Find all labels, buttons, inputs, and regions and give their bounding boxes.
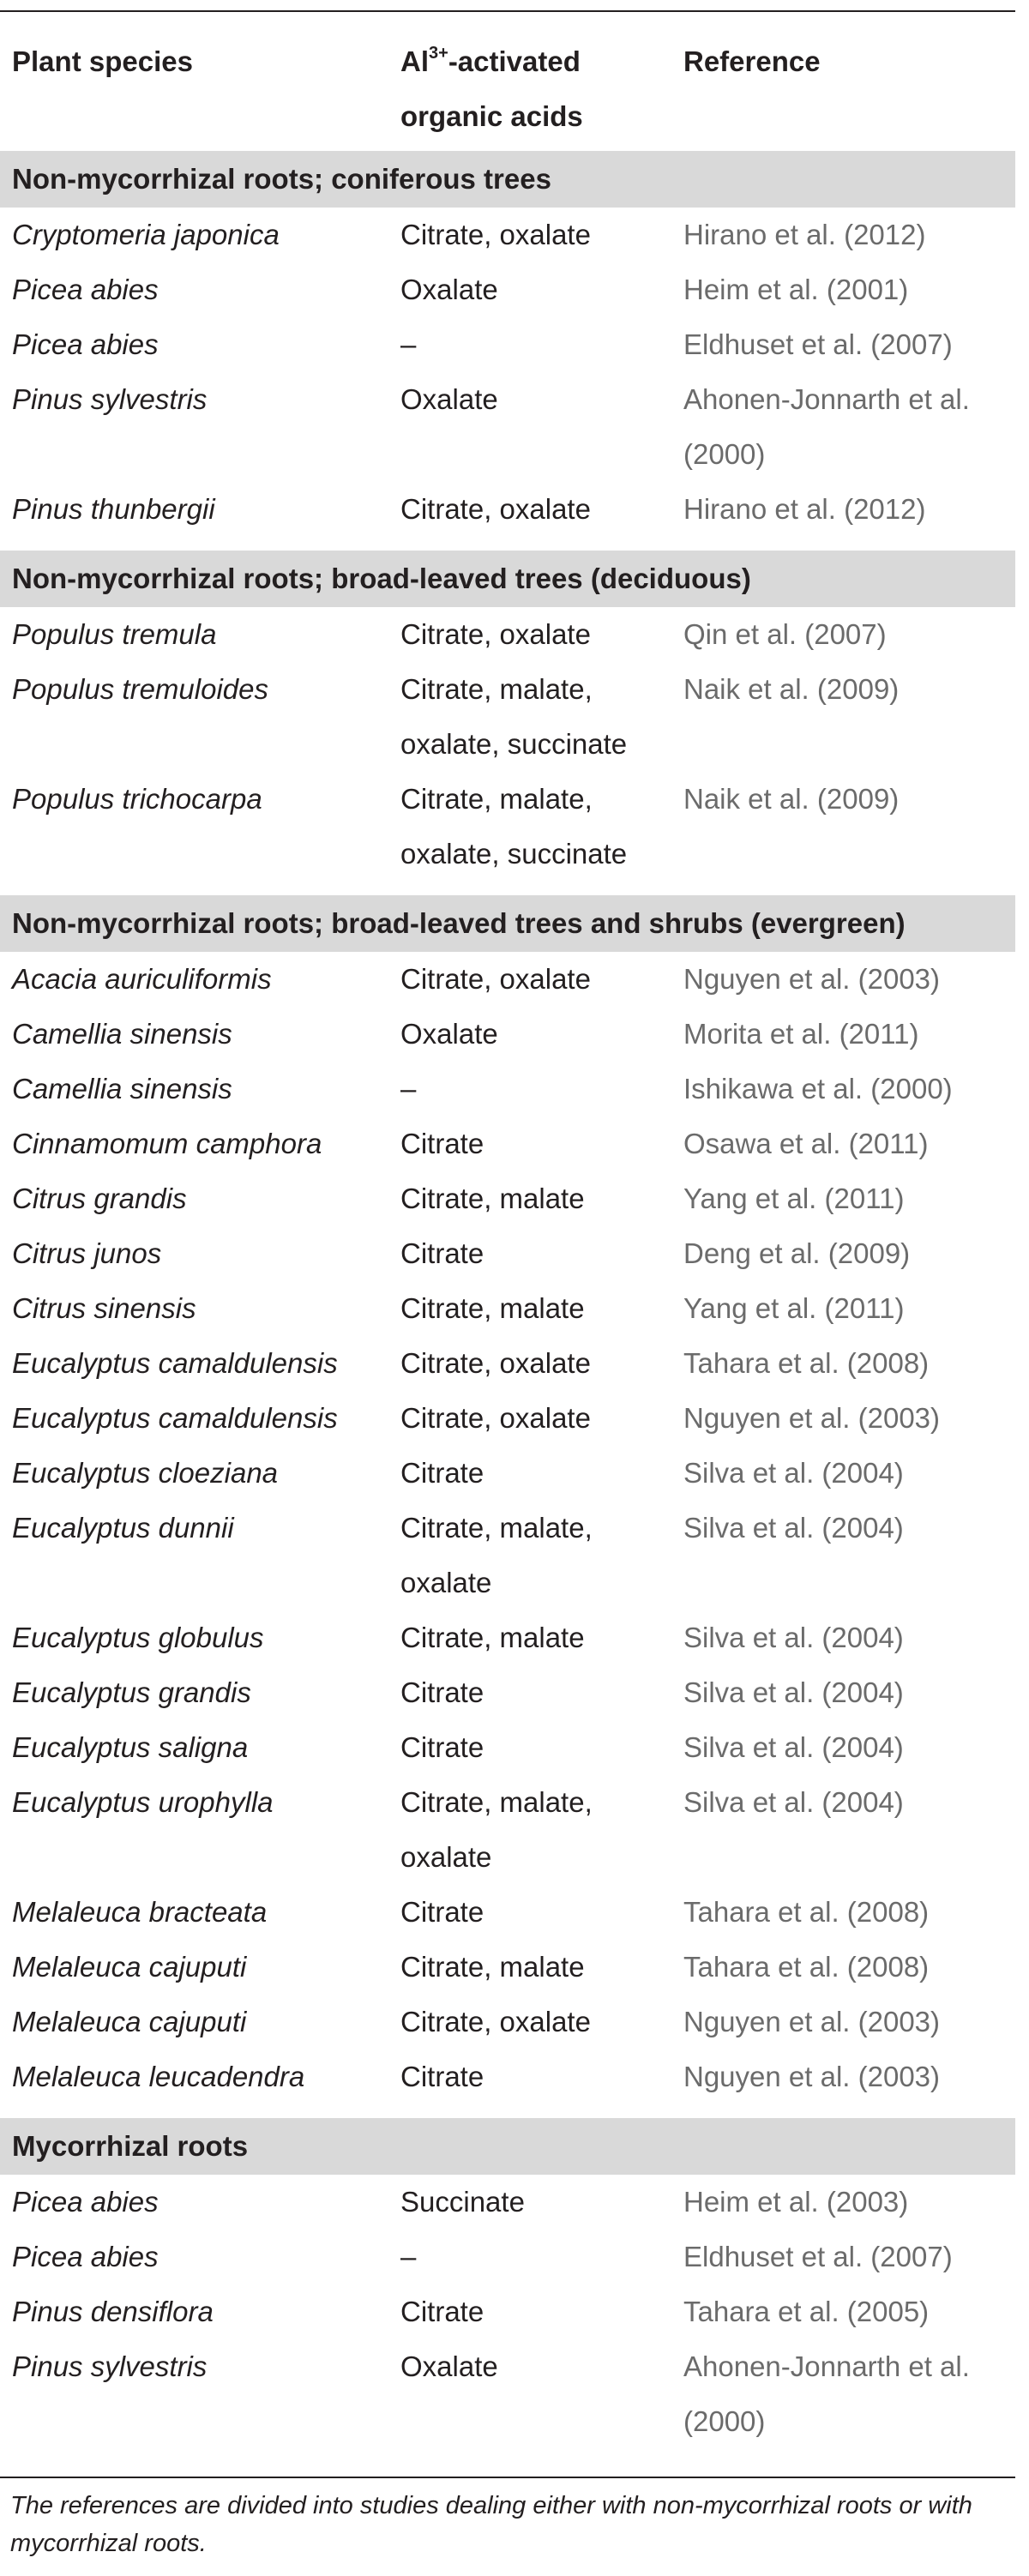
species-cell: Pinus thunbergii [12, 493, 215, 525]
reference-cell: Tahara et al. (2005) [683, 2296, 930, 2327]
reference-cell: Silva et al. (2004) [683, 1731, 904, 1763]
acids-cell: Citrate, oxalate [400, 1402, 591, 1434]
acids-cell: Citrate [400, 2296, 484, 2327]
reference-cell: Deng et al. (2009) [683, 1237, 911, 1269]
table-row [0, 317, 1015, 372]
reference-cell: Ahonen-Jonnarth et al. (2000) [683, 383, 970, 470]
bottom-rule [0, 2477, 1015, 2478]
reference-cell: Naik et al. (2009) [683, 673, 900, 705]
reference-cell: Yang et al. (2011) [683, 1183, 905, 1214]
species-cell: Eucalyptus camaldulensis [12, 1402, 338, 1434]
header-acids-prefix: Al [400, 45, 429, 77]
species-cell: Melaleuca bracteata [12, 1896, 268, 1928]
acids-cell: Citrate [400, 1237, 484, 1269]
species-cell: Eucalyptus globulus [12, 1622, 264, 1653]
acids-cell: Citrate [400, 1731, 484, 1763]
reference-cell: Tahara et al. (2008) [683, 1951, 930, 1983]
table-row [0, 1171, 1015, 1226]
acids-cell: Oxalate [400, 1018, 498, 1050]
species-cell: Populus trichocarpa [12, 783, 262, 815]
species-cell: Populus tremuloides [12, 673, 268, 705]
species-cell: Citrus sinensis [12, 1292, 196, 1324]
table-row [0, 1281, 1015, 1336]
table-row [0, 1391, 1015, 1446]
species-cell: Melaleuca cajuputi [12, 1951, 247, 1983]
table-row [0, 1336, 1015, 1391]
species-cell: Eucalyptus camaldulensis [12, 1347, 338, 1379]
acids-cell: Oxalate [400, 383, 498, 415]
header-acids-superscript: 3+ [429, 44, 448, 63]
species-cell: Pinus sylvestris [12, 383, 208, 415]
header-acids-line1: -activated [448, 45, 581, 77]
table-body [0, 151, 1015, 2449]
acids-cell: – [400, 1073, 417, 1104]
reference-cell: Nguyen et al. (2003) [683, 963, 941, 995]
section-header: Mycorrhizal roots [0, 2118, 1015, 2175]
table-row [0, 208, 1015, 262]
table-row [0, 662, 1015, 772]
acids-cell: Citrate, oxalate [400, 2006, 591, 2037]
species-cell: Camellia sinensis [12, 1073, 232, 1104]
acids-cell: Citrate, malate [400, 1183, 585, 1214]
table-row [0, 1446, 1015, 1501]
reference-cell: Tahara et al. (2008) [683, 1347, 930, 1379]
reference-cell: Hirano et al. (2012) [683, 493, 926, 525]
table-row [0, 1775, 1015, 1885]
species-cell: Cryptomeria japonica [12, 219, 280, 250]
species-cell: Picea abies [12, 274, 159, 305]
acids-cell: Citrate, malate, oxalate, succinate [400, 783, 628, 870]
table-row [0, 482, 1015, 537]
header-plant-species: Plant species [12, 45, 193, 77]
species-cell: Cinnamomum camphora [12, 1128, 322, 1159]
acids-cell: Succinate [400, 2186, 525, 2218]
reference-cell: Yang et al. (2011) [683, 1292, 905, 1324]
table-row [0, 1610, 1015, 1665]
table-row [0, 262, 1015, 317]
header-organic-acids [400, 34, 675, 144]
species-cell: Eucalyptus grandis [12, 1676, 251, 1708]
acids-cell: Citrate, malate, oxalate, succinate [400, 673, 628, 760]
table-row [0, 1995, 1015, 2049]
table-row [0, 1062, 1015, 1116]
species-cell: Eucalyptus saligna [12, 1731, 249, 1763]
section-header: Non-mycorrhizal roots; coniferous trees [0, 151, 1015, 208]
acids-cell: Citrate [400, 1676, 484, 1708]
table-row [0, 772, 1015, 882]
reference-cell: Silva et al. (2004) [683, 1622, 904, 1653]
reference-cell: Nguyen et al. (2003) [683, 1402, 941, 1434]
acids-cell: Oxalate [400, 274, 498, 305]
acids-cell: Oxalate [400, 2350, 498, 2382]
acids-cell: Citrate, oxalate [400, 1347, 591, 1379]
acids-cell: Citrate [400, 1896, 484, 1928]
reference-cell: Silva et al. (2004) [683, 1457, 904, 1489]
reference-cell: Eldhuset et al. (2007) [683, 2241, 953, 2272]
reference-cell: Naik et al. (2009) [683, 783, 900, 815]
species-cell: Pinus densiflora [12, 2296, 214, 2327]
species-cell: Eucalyptus urophylla [12, 1786, 274, 1818]
table-row [0, 952, 1015, 1007]
reference-cell: Heim et al. (2003) [683, 2186, 909, 2218]
reference-cell: Qin et al. (2007) [683, 618, 887, 650]
acids-cell: Citrate [400, 1457, 484, 1489]
acids-cell: Citrate, oxalate [400, 493, 591, 525]
acids-cell: Citrate, malate [400, 1292, 585, 1324]
table-row [0, 2339, 1015, 2449]
acids-cell: – [400, 328, 417, 360]
reference-cell: Hirano et al. (2012) [683, 219, 926, 250]
reference-cell: Osawa et al. (2011) [683, 1128, 929, 1159]
acids-cell: Citrate, oxalate [400, 219, 591, 250]
table-row [0, 2230, 1015, 2284]
acids-cell: Citrate, oxalate [400, 963, 591, 995]
table-row [0, 1007, 1015, 1062]
section-header: Non-mycorrhizal roots; broad-leaved trees (deciduous) [0, 551, 1015, 607]
acids-cell: Citrate, oxalate [400, 618, 591, 650]
table-row [0, 1665, 1015, 1720]
table-row [0, 2284, 1015, 2339]
species-cell: Citrus grandis [12, 1183, 187, 1214]
acids-cell: Citrate [400, 2061, 484, 2092]
species-cell: Picea abies [12, 328, 159, 360]
table-row [0, 1226, 1015, 1281]
species-cell: Eucalyptus dunnii [12, 1512, 234, 1544]
table-row [0, 607, 1015, 662]
table-row [0, 1720, 1015, 1775]
species-cell: Picea abies [12, 2241, 159, 2272]
species-cell: Acacia auriculiformis [12, 963, 272, 995]
reference-cell: Ishikawa et al. (2000) [683, 1073, 953, 1104]
reference-cell: Nguyen et al. (2003) [683, 2006, 941, 2037]
reference-cell: Tahara et al. (2008) [683, 1896, 930, 1928]
reference-cell: Nguyen et al. (2003) [683, 2061, 941, 2092]
reference-cell: Eldhuset et al. (2007) [683, 328, 953, 360]
table-row [0, 2049, 1015, 2104]
reference-cell: Heim et al. (2001) [683, 274, 909, 305]
header-acids-line2: organic acids [400, 100, 583, 132]
table-row [0, 372, 1015, 482]
reference-cell: Silva et al. (2004) [683, 1676, 904, 1708]
species-cell: Citrus junos [12, 1237, 162, 1269]
reference-cell: Morita et al. (2011) [683, 1018, 919, 1050]
reference-cell: Ahonen-Jonnarth et al. (2000) [683, 2350, 970, 2437]
table-row [0, 1885, 1015, 1940]
header-reference: Reference [683, 45, 821, 77]
species-cell: Eucalyptus cloeziana [12, 1457, 279, 1489]
table-row [0, 1116, 1015, 1171]
species-cell: Populus tremula [12, 618, 217, 650]
species-cell: Melaleuca cajuputi [12, 2006, 247, 2037]
section-header: Non-mycorrhizal roots; broad-leaved trees and shrubs (evergreen) [0, 895, 1015, 952]
table-header [0, 12, 1015, 135]
table-row [0, 2175, 1015, 2230]
reference-cell: Silva et al. (2004) [683, 1786, 904, 1818]
species-cell: Melaleuca leucadendra [12, 2061, 305, 2092]
reference-cell: Silva et al. (2004) [683, 1512, 904, 1544]
species-cell: Camellia sinensis [12, 1018, 232, 1050]
table-footnote: The references are divided into studies dealing either with non-mycorrhizal roots or with mycorrhizal roots. [10, 2492, 972, 2557]
acids-cell: Citrate [400, 1128, 484, 1159]
acids-cell: Citrate, malate, oxalate [400, 1786, 593, 1873]
table-row [0, 1501, 1015, 1610]
acids-cell: Citrate, malate, oxalate [400, 1512, 593, 1598]
acids-cell: Citrate, malate [400, 1951, 585, 1983]
acids-cell: Citrate, malate [400, 1622, 585, 1653]
acids-cell: – [400, 2241, 417, 2272]
species-cell: Pinus sylvestris [12, 2350, 208, 2382]
table-row [0, 1940, 1015, 1995]
species-cell: Picea abies [12, 2186, 159, 2218]
